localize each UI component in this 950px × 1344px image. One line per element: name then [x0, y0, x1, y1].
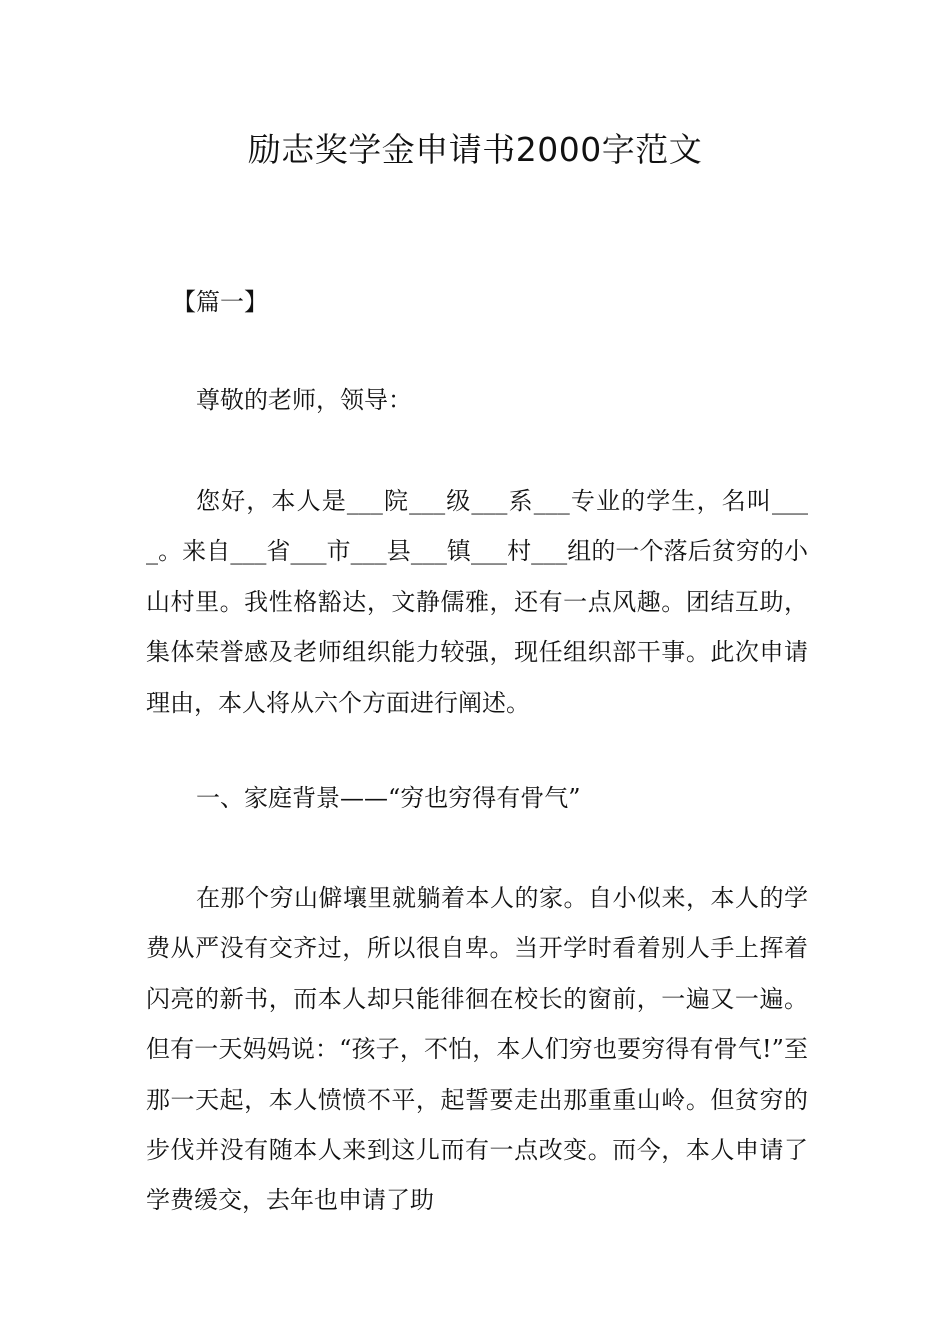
family-background-paragraph: 在那个穷山僻壤里就躺着本人的家。自小似来，本人的学费从严没有交齐过，所以很自卑。当开学时看着别人手上挥着闪亮的新书，而本人却只能徘徊在校长的窗前，一遍又一遍。但有一天妈妈说：“孩子，不怕，本人们穷也要穷得有骨气!”至那一天起，本人愤愤不平，起誓要走出那重重山岭。但贫穷的步伐并没有随本人来到这儿而有一点改变。而今，本人申请了学费缓交，去年也申请了助 — [146, 884, 808, 1215]
document-title: 励志奖学金申请书2000字范文 — [247, 130, 703, 169]
intro-paragraph: 您好，本人是___院___级___系___专业的学生，名叫____。来自___省___市___县___镇___村___组的一个落后贫穷的小山村里。我性格豁达，文静儒雅，还有一点风趣。团结互助，集体荣誉感及老师组织能力较强，现任组织部干事。此次申请理由，本人将从六个方面进行阐述。 — [146, 487, 808, 717]
section-label: 【篇一】 — [172, 288, 268, 316]
salutation: 尊敬的老师，领导： — [196, 386, 412, 414]
section-heading-family-background: 一、家庭背景——“穷也穷得有骨气” — [196, 784, 581, 812]
